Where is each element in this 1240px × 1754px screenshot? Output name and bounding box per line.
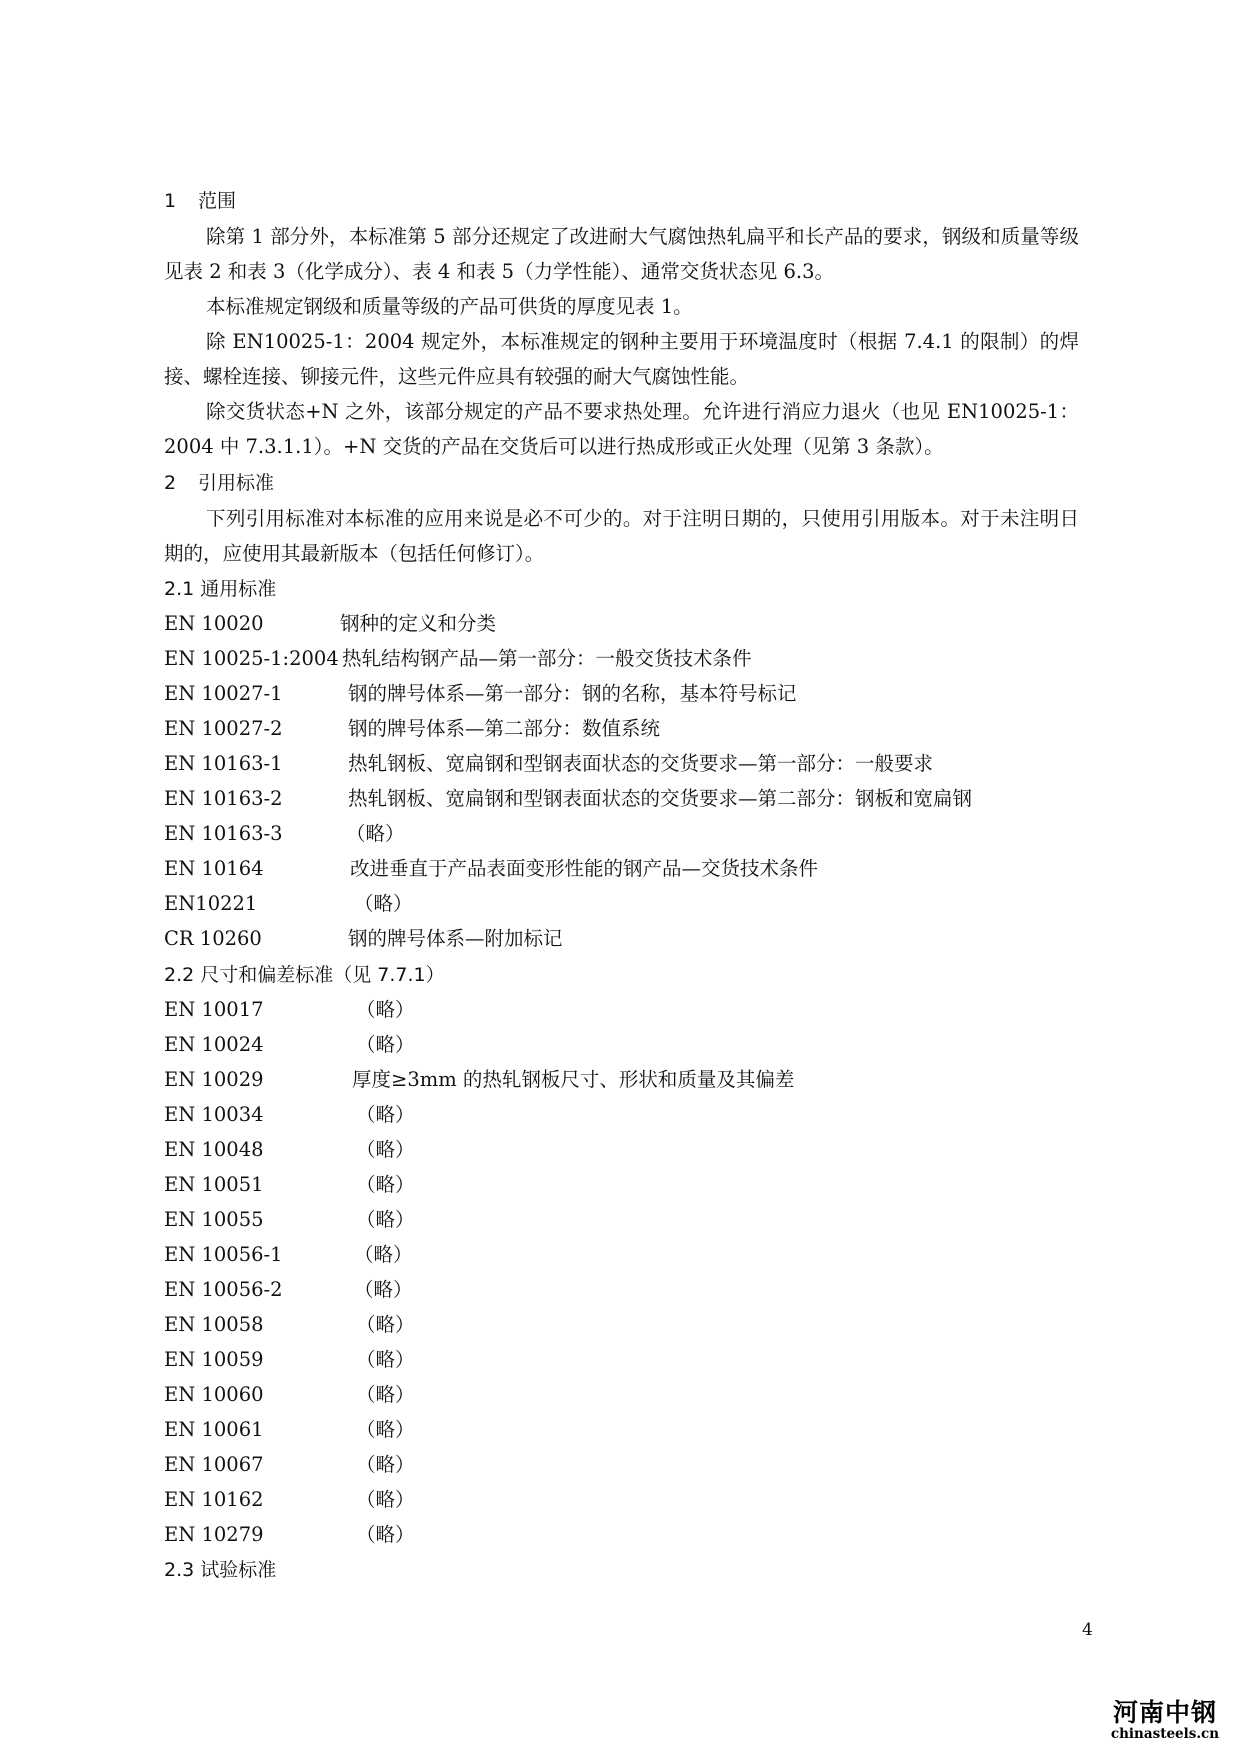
references-paragraph: 下列引用标准对本标准的应用来说是必不可少的。对于注明日期的，只使用引用版本。对于未注明日期的，应使用其最新版本（包括任何修订）。: [164, 507, 1079, 565]
standard-title: （略）: [356, 1208, 415, 1231]
page-number: 4: [1082, 1620, 1093, 1640]
standard-title: 钢的牌号体系—第一部分：钢的名称，基本符号标记: [348, 682, 797, 705]
scope-paragraph-2: 本标准规定钢级和质量等级的产品可供货的厚度见表 1。: [206, 295, 693, 318]
standard-code: EN 10163-3: [164, 822, 283, 845]
standard-title: 热轧钢板、宽扁钢和型钢表面状态的交货要求—第二部分：钢板和宽扁钢: [348, 787, 973, 810]
standard-title: （略）: [356, 1173, 415, 1196]
site-watermark-logo: [1100, 1700, 1230, 1742]
standard-title: 钢种的定义和分类: [340, 612, 497, 635]
standard-code: EN 10163-2: [164, 787, 283, 810]
watermark-url: chinasteels.cn: [1110, 1726, 1220, 1742]
standard-code: EN 10059: [164, 1348, 264, 1371]
standard-code: EN 10162: [164, 1488, 264, 1511]
standard-code: EN 10055: [164, 1208, 264, 1231]
standard-title: （略）: [356, 1418, 415, 1441]
standard-code: EN 10061: [164, 1418, 264, 1441]
standard-title: 热轧结构钢产品—第一部分：一般交货技术条件: [342, 647, 752, 670]
section-1-heading: [164, 188, 236, 214]
standard-title: （略）: [356, 1313, 415, 1336]
section-title: 范围: [198, 190, 237, 212]
standard-title: （略）: [346, 822, 405, 845]
standard-code: EN 10034: [164, 1103, 264, 1126]
standard-title: 热轧钢板、宽扁钢和型钢表面状态的交货要求—第一部分：一般要求: [348, 752, 934, 775]
section-title: 引用标准: [198, 472, 275, 494]
standard-title: （略）: [356, 998, 415, 1021]
standard-title: （略）: [356, 1138, 415, 1161]
standard-code: EN 10051: [164, 1173, 264, 1196]
standard-title: （略）: [356, 1523, 415, 1546]
standard-code: EN 10163-1: [164, 752, 283, 775]
standard-title: （略）: [356, 1453, 415, 1476]
standard-title: 改进垂直于产品表面变形性能的钢产品—交货技术条件: [350, 857, 819, 880]
standard-title: （略）: [356, 1348, 415, 1371]
standard-title: 厚度≥3mm 的热轧钢板尺寸、形状和质量及其偏差: [352, 1068, 795, 1091]
standard-code: EN 10027-2: [164, 717, 283, 740]
standard-code: EN 10058: [164, 1313, 264, 1336]
standard-code: EN10221: [164, 892, 258, 915]
standard-code: EN 10024: [164, 1033, 264, 1056]
standard-code: EN 10164: [164, 857, 264, 880]
scope-paragraph-1: 除第 1 部分外，本标准第 5 部分还规定了改进耐大气腐蚀热轧扁平和长产品的要求，钢级和质量等级见表 2 和表 3（化学成分）、表 4 和表 5（力学性能）、通常交货状态见 6.3。: [164, 225, 1079, 283]
standard-code: EN 10056-2: [164, 1278, 283, 1301]
standard-code: EN 10027-1: [164, 682, 283, 705]
standard-title: （略）: [356, 1488, 415, 1511]
standard-title: 钢的牌号体系—附加标记: [348, 927, 563, 950]
scope-paragraph-4: 除交货状态+N 之外，该部分规定的产品不要求热处理。允许进行消应力退火（也见 EN10025-1：2004 中 7.3.1.1）。+N 交货的产品在交货后可以进行热成形或正火处理（见第 3 条款）。: [164, 400, 1079, 458]
section-number: 1: [164, 190, 177, 212]
standard-title: （略）: [356, 1383, 415, 1406]
section-number: 2: [164, 472, 177, 494]
standard-code: EN 10025-1:2004: [164, 647, 339, 670]
standard-code: EN 10067: [164, 1453, 264, 1476]
standard-title: 钢的牌号体系—第二部分：数值系统: [348, 717, 661, 740]
subsection-2-2-heading: 2.2 尺寸和偏差标准（见 7.7.1）: [164, 964, 445, 986]
subsection-2-3-heading: 2.3 试验标准: [164, 1559, 277, 1581]
standard-title: （略）: [354, 1278, 413, 1301]
scope-paragraph-3: 除 EN10025-1：2004 规定外，本标准规定的钢种主要用于环境温度时（根据 7.4.1 的限制）的焊接、螺栓连接、铆接元件，这些元件应具有较强的耐大气腐蚀性能。: [164, 330, 1079, 388]
standard-title: （略）: [356, 1033, 415, 1056]
standard-code: EN 10279: [164, 1523, 264, 1546]
standard-code: EN 10029: [164, 1068, 264, 1091]
standard-title: （略）: [354, 1243, 413, 1266]
standard-code: EN 10017: [164, 998, 264, 1021]
standard-code: EN 10056-1: [164, 1243, 283, 1266]
standard-title: （略）: [356, 1103, 415, 1126]
standard-code: EN 10060: [164, 1383, 264, 1406]
section-2-heading: [164, 470, 274, 496]
subsection-2-1-heading: 2.1 通用标准: [164, 578, 277, 600]
watermark-title: 河南中钢: [1112, 1698, 1217, 1727]
standard-code: EN 10048: [164, 1138, 264, 1161]
standard-title: （略）: [354, 892, 413, 915]
standard-code: EN 10020: [164, 612, 264, 635]
standard-code: CR 10260: [164, 927, 262, 950]
